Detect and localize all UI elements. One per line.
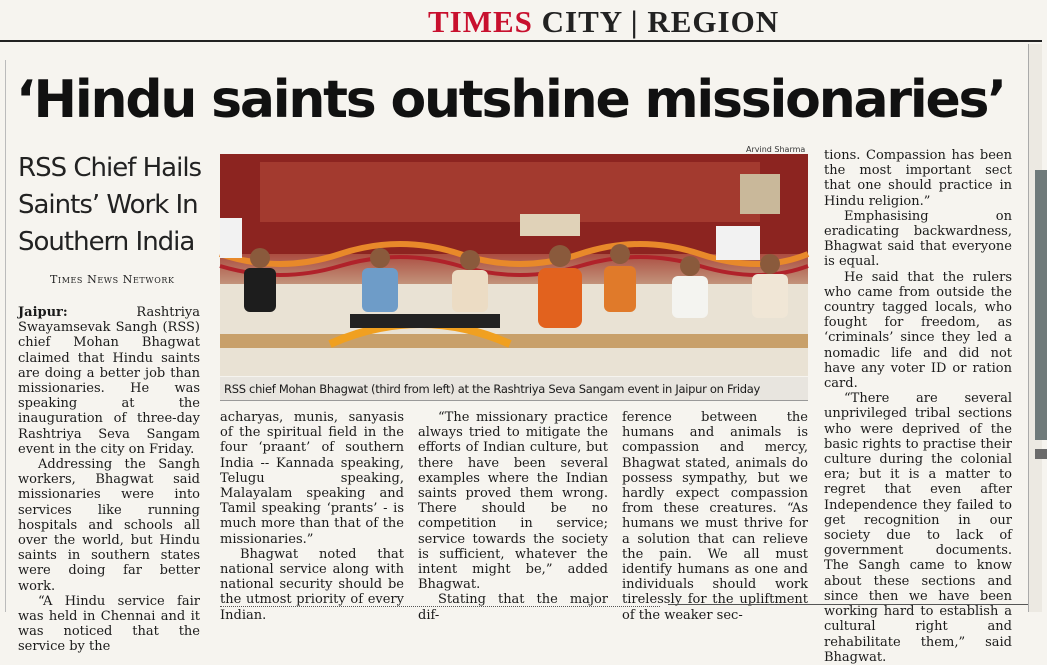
article-column-3 <box>418 410 608 623</box>
left-column-edge <box>0 60 6 612</box>
paragraph: “A Hindu service fair was held in Chennai and it was noticed that the service by the <box>18 593 200 655</box>
adjacent-photo <box>1035 170 1047 440</box>
photo-caption: RSS chief Mohan Bhagwat (third from left) at the Rashtriya Seva Sangam event in Jaipur on Friday <box>220 377 808 401</box>
photo-credit: Arvind Sharma <box>746 145 806 154</box>
headline: ‘Hindu saints outshine missionaries’ <box>16 70 1005 130</box>
paragraph-text: Rashtriya Swayamsevak Sangh (RSS) chief Mohan Bhagwat claimed that Hindu saints are doing a better job than missionaries. He was speaking at the inauguration of three-day Rashtriya Seva Sangam event in the city on Friday. <box>18 305 200 457</box>
news-photo-icon <box>220 154 808 376</box>
article-column-5 <box>824 148 1012 665</box>
news-photo <box>220 154 808 376</box>
bottom-rule <box>668 604 1028 605</box>
article-column-1 <box>18 305 200 655</box>
article-column-4 <box>622 410 808 623</box>
paragraph: Addressing the Sangh workers, Bhagwat said missionaries were into services like running hospitals and schools all over the world, but Hindu saints in southern states were doing far better work. <box>18 457 200 594</box>
paragraph: “There are several unprivileged tribal sections who were deprived of the basic rights to practise their culture during the colonial era; but it is a matter to regret that even after Independence they failed to get recognition in our society due to lack of government documents. The Sangh came to know about these sections and since then we have been working hard to establish a cultural right and rehabilitate them,” said Bhagwat. <box>824 391 1012 665</box>
bottom-dotted-rule <box>220 606 660 607</box>
paragraph: acharyas, munis, sanyasis of the spiritual field in the four ‘praant’ of southern India -- Kannada speaking, Telugu speaking, Malayalam speaking and Tamil speaking ‘prants’ - is much more than that of the missionaries.” <box>220 410 404 547</box>
paragraph <box>18 305 200 457</box>
masthead-rule <box>0 40 1042 42</box>
section-masthead <box>0 0 1042 44</box>
adjacent-article-strip <box>1028 44 1042 612</box>
paragraph: Emphasising on eradicating backwardness, Bhagwat said that everyone is equal. <box>824 208 1012 270</box>
dateline: Jaipur: <box>18 305 68 320</box>
article-column-2 <box>220 410 404 623</box>
masthead-brand: TIMES <box>428 4 533 39</box>
paragraph: “The missionary practice always tried to mitigate the efforts of Indian culture, but there have been several examples where the Indian saints proved them wrong. There should be no competition in service; service towards the society is sufficient, whatever the intent might be,” added Bhagwat. <box>418 410 608 593</box>
paragraph: He said that the rulers who came from outside the country tagged locals, who fought for freedom, as ‘criminals’ since they led a nomadic life and did not have any voter ID or ration card. <box>824 269 1012 392</box>
byline: Times News Network <box>50 273 175 286</box>
paragraph: ference between the humans and animals is compassion and mercy, Bhagwat stated, animals do possess sympathy, but we hardly expect compassion from these creatures. “As humans we must thrive for a solution that can relieve the pain. We all must identify humans as one and individuals should work tirelessly for the upliftment of the weaker sec- <box>622 410 808 623</box>
paragraph: Stating that the major dif- <box>418 592 608 623</box>
adjacent-photo-caption <box>1035 449 1047 459</box>
subheadline-deck: RSS Chief Hails Saints’ Work In Southern India <box>18 153 202 257</box>
paragraph: tions. Compassion has been the most important sect that one should practice in Hindu religion.” <box>824 148 1012 209</box>
paragraph: Bhagwat noted that national service along with national security should be the utmost priority of every Indian. <box>220 546 404 623</box>
masthead-section: CITY | REGION <box>541 4 780 39</box>
masthead-title <box>428 4 779 40</box>
